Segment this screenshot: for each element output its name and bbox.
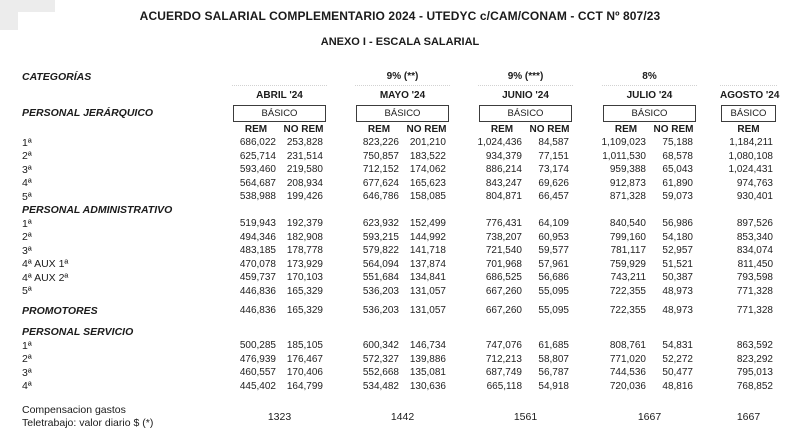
- salary-value: 52,272: [662, 353, 693, 365]
- salary-value: 799,160: [609, 231, 646, 243]
- column-header: REM: [737, 123, 760, 135]
- category-label: 2ª: [22, 353, 32, 366]
- category-label: 5ª: [22, 190, 32, 203]
- table-row: [0, 339, 800, 353]
- salary-value: 176,467: [286, 353, 323, 365]
- salary-value: 743,211: [610, 272, 646, 284]
- salary-value: 165,623: [409, 177, 446, 189]
- teletrabajo-value: 1442: [390, 411, 415, 423]
- salary-value: 1,024,436: [477, 137, 522, 149]
- salary-value: 625,714: [239, 150, 276, 162]
- salary-value: 54,180: [662, 231, 693, 243]
- table-row: [0, 271, 800, 285]
- salary-value: 459,737: [239, 272, 276, 284]
- category-label: 3ª: [22, 163, 32, 176]
- salary-value: 61,685: [538, 340, 569, 352]
- column-header: REM: [614, 123, 638, 135]
- category-label: 1ª: [22, 339, 32, 352]
- salary-value: 701,968: [485, 258, 522, 270]
- salary-value: 139,886: [409, 353, 446, 365]
- table-row: [0, 258, 800, 272]
- salary-value: 131,057: [409, 305, 446, 317]
- footer-label-line: Teletrabajo: valor diario $ (*): [22, 417, 154, 429]
- salary-value: 158,085: [409, 191, 446, 203]
- basico-box: BÁSICO: [603, 105, 696, 122]
- category-label: 4ª AUX 1ª: [22, 258, 69, 271]
- section-header-row: [0, 204, 800, 218]
- basico-box: BÁSICO: [721, 105, 776, 122]
- salary-value: 677,624: [362, 177, 399, 189]
- basico-cell: [478, 105, 573, 122]
- salary-value: 51,521: [662, 258, 693, 270]
- salary-value: 84,587: [538, 137, 569, 149]
- categories-label: CATEGORÍAS: [22, 71, 92, 83]
- salary-value: 137,874: [409, 258, 446, 270]
- month-label: JUNIO '24: [502, 89, 549, 101]
- salary-value: 552,668: [362, 367, 399, 379]
- salary-value: 738,207: [485, 231, 522, 243]
- basico-box: BÁSICO: [479, 105, 572, 122]
- table-row: [0, 366, 800, 380]
- salary-value: 131,057: [409, 285, 446, 297]
- table-row: [0, 177, 800, 191]
- salary-value: 56,686: [538, 272, 569, 284]
- salary-value: 170,406: [286, 367, 323, 379]
- salary-value: 476,939: [239, 353, 276, 365]
- salary-value: 164,799: [286, 380, 323, 392]
- salary-value: 712,152: [362, 164, 399, 176]
- increase-percent: [720, 82, 777, 86]
- salary-value: 165,329: [286, 285, 323, 297]
- salary-value: 804,871: [485, 191, 522, 203]
- table-header: [0, 68, 800, 136]
- salary-value: 623,932: [362, 218, 399, 230]
- salary-value: 134,841: [409, 272, 446, 284]
- salary-value: 536,203: [362, 305, 399, 317]
- salary-value: 853,340: [736, 231, 773, 243]
- salary-value: 54,918: [538, 380, 569, 392]
- salary-value: 64,109: [538, 218, 569, 230]
- increase-percent: 9% (**): [355, 71, 450, 86]
- salary-value: 183,522: [409, 150, 446, 162]
- category-label: 3ª: [22, 244, 32, 257]
- salary-value: 593,460: [239, 164, 276, 176]
- salary-value: 61,890: [662, 177, 693, 189]
- salary-value: 646,786: [362, 191, 399, 203]
- salary-value: 811,450: [737, 258, 773, 270]
- basico-cell: [720, 105, 777, 122]
- category-label: 4ª: [22, 177, 32, 190]
- salary-value: 152,499: [409, 218, 446, 230]
- salary-value: 768,852: [736, 380, 773, 392]
- salary-value: 781,117: [610, 245, 646, 257]
- salary-value: 667,260: [485, 305, 522, 317]
- salary-value: 57,961: [538, 258, 569, 270]
- salary-value: 146,734: [409, 340, 446, 352]
- salary-value: 60,953: [538, 231, 569, 243]
- salary-value: 135,081: [409, 367, 446, 379]
- salary-value: 912,873: [609, 177, 646, 189]
- category-label: 5ª: [22, 285, 32, 298]
- salary-value: 165,329: [286, 305, 323, 317]
- salary-value: 1,184,211: [729, 137, 773, 149]
- salary-value: 843,247: [485, 177, 522, 189]
- salary-value: 687,749: [485, 367, 522, 379]
- salary-value: 1,024,431: [728, 164, 773, 176]
- salary-value: 445,402: [239, 380, 276, 392]
- salary-value: 65,043: [662, 164, 693, 176]
- salary-value: 50,477: [662, 367, 693, 379]
- salary-value: 470,078: [239, 258, 276, 270]
- salary-value: 793,598: [736, 272, 773, 284]
- salary-value: 52,957: [662, 245, 693, 257]
- salary-value: 747,076: [485, 340, 522, 352]
- category-label: 4ª: [22, 380, 32, 393]
- salary-value: 600,342: [362, 340, 399, 352]
- salary-value: 1,080,108: [728, 150, 773, 162]
- salary-value: 178,778: [286, 245, 323, 257]
- salary-value: 192,379: [286, 218, 323, 230]
- salary-value: 68,578: [662, 150, 693, 162]
- salary-value: 834,074: [736, 245, 773, 257]
- salary-value: 50,387: [662, 272, 693, 284]
- section-title: PERSONAL JERÁRQUICO: [22, 107, 154, 119]
- column-header: NO REM: [406, 123, 447, 135]
- category-label: 1ª: [22, 136, 32, 149]
- salary-value: 579,822: [362, 245, 399, 257]
- increase-percent: 8%: [602, 71, 697, 86]
- footer-label: [0, 404, 232, 430]
- salary-value: 686,022: [239, 137, 276, 149]
- table-row: [0, 190, 800, 204]
- salary-value: 56,986: [662, 218, 693, 230]
- salary-value: 572,327: [362, 353, 399, 365]
- teletrabajo-value: 1323: [267, 411, 292, 423]
- salary-value: 55,095: [538, 305, 569, 317]
- salary-value: 144,992: [409, 231, 446, 243]
- salary-value: 48,816: [662, 380, 693, 392]
- salary-value: 665,118: [486, 380, 522, 392]
- basico-box: BÁSICO: [356, 105, 449, 122]
- category-label: 2ª: [22, 150, 32, 163]
- salary-value: 808,761: [609, 340, 646, 352]
- salary-value: 759,929: [609, 258, 646, 270]
- salary-value: 59,577: [538, 245, 569, 257]
- salary-value: 173,929: [286, 258, 323, 270]
- salary-value: 667,260: [485, 285, 522, 297]
- salary-value: 219,580: [286, 164, 323, 176]
- salary-value: 483,185: [239, 245, 276, 257]
- increase-percent: 9% (***): [478, 71, 573, 86]
- salary-value: 59,073: [662, 191, 693, 203]
- salary-value: 231,514: [286, 150, 323, 162]
- salary-value: 48,973: [662, 285, 693, 297]
- salary-value: 959,388: [609, 164, 646, 176]
- column-header: REM: [367, 123, 391, 135]
- salary-value: 538,988: [239, 191, 276, 203]
- salary-value: 141,718: [409, 245, 446, 257]
- salary-value: 460,557: [239, 367, 276, 379]
- salary-value: 182,908: [286, 231, 323, 243]
- salary-value: 58,807: [538, 353, 569, 365]
- salary-value: 974,763: [736, 177, 773, 189]
- salary-value: 863,592: [736, 340, 773, 352]
- salary-value: 1,011,530: [602, 150, 646, 162]
- column-header: NO REM: [529, 123, 570, 135]
- salary-value: 721,540: [485, 245, 522, 257]
- month-label: AGOSTO '24: [720, 89, 780, 101]
- corner-artifact: [0, 0, 18, 30]
- section-header-row: [0, 304, 800, 318]
- salary-value: 1,109,023: [601, 137, 646, 149]
- salary-value: 934,379: [485, 150, 522, 162]
- salary-value: 593,215: [362, 231, 399, 243]
- category-label: 4ª AUX 2ª: [22, 271, 69, 284]
- table-row: [0, 353, 800, 367]
- salary-value: 686,525: [485, 272, 522, 284]
- salary-value: 823,292: [736, 353, 773, 365]
- table-row: [0, 380, 800, 394]
- footer-row: [0, 400, 800, 433]
- teletrabajo-value: 1561: [513, 411, 538, 423]
- month-label: JULIO '24: [626, 89, 673, 101]
- section-title: PROMOTORES: [22, 304, 98, 317]
- salary-value: 744,536: [609, 367, 646, 379]
- teletrabajo-value: 1667: [736, 411, 761, 423]
- salary-value: 500,285: [239, 340, 276, 352]
- salary-value: 795,013: [736, 367, 773, 379]
- column-header-row: [0, 122, 800, 136]
- section-header-row: [0, 326, 800, 340]
- salary-value: 56,787: [538, 367, 569, 379]
- month-label: ABRIL '24: [256, 89, 303, 101]
- salary-value: 564,687: [239, 177, 276, 189]
- basico-cell: [232, 105, 327, 122]
- salary-value: 201,210: [409, 137, 446, 149]
- salary-value: 536,203: [362, 285, 399, 297]
- table-row: [0, 150, 800, 164]
- category-label: 3ª: [22, 366, 32, 379]
- salary-value: 720,036: [609, 380, 646, 392]
- salary-value: 712,213: [485, 353, 522, 365]
- basico-cell: [355, 105, 450, 122]
- category-label: 2ª: [22, 231, 32, 244]
- salary-value: 551,684: [362, 272, 399, 284]
- table-row: [0, 244, 800, 258]
- basico-box: BÁSICO: [233, 105, 326, 122]
- table-row: [0, 231, 800, 245]
- salary-value: 897,526: [736, 218, 773, 230]
- salary-value: 185,105: [286, 340, 323, 352]
- column-header: NO REM: [283, 123, 324, 135]
- salary-value: 886,214: [485, 164, 522, 176]
- salary-value: 75,188: [662, 137, 693, 149]
- salary-value: 564,094: [362, 258, 399, 270]
- table-row: [0, 163, 800, 177]
- page-title: ACUERDO SALARIAL COMPLEMENTARIO 2024 - UTEDYC c/CAM/CONAM - CCT Nº 807/23: [139, 9, 661, 23]
- salary-value: 771,328: [736, 285, 773, 297]
- salary-value: 871,328: [609, 191, 646, 203]
- salary-value: 77,151: [538, 150, 569, 162]
- column-header: NO REM: [653, 123, 694, 135]
- month-label: MAYO '24: [379, 89, 426, 101]
- increase-percent: [232, 82, 327, 86]
- salary-value: 534,482: [362, 380, 399, 392]
- salary-value: 446,836: [239, 305, 276, 317]
- column-header: REM: [244, 123, 268, 135]
- salary-value: 130,636: [409, 380, 446, 392]
- footer-label-line: Compensacion gastos: [22, 404, 126, 416]
- salary-value: 69,626: [538, 177, 569, 189]
- table-body: [0, 136, 800, 433]
- salary-value: 199,426: [286, 191, 323, 203]
- salary-value: 494,346: [239, 231, 276, 243]
- salary-value: 776,431: [485, 218, 522, 230]
- column-header: REM: [490, 123, 514, 135]
- salary-value: 54,831: [662, 340, 693, 352]
- page-subtitle: ANEXO I - ESCALA SALARIAL: [320, 36, 480, 48]
- salary-value: 48,973: [662, 305, 693, 317]
- table-row: [0, 136, 800, 150]
- salary-value: 174,062: [409, 164, 446, 176]
- salary-value: 170,103: [286, 272, 323, 284]
- salary-value: 771,328: [736, 305, 773, 317]
- salary-value: 208,934: [286, 177, 323, 189]
- category-label: 1ª: [22, 217, 32, 230]
- table-row: [0, 285, 800, 299]
- salary-value: 840,540: [609, 218, 646, 230]
- salary-value: 823,226: [362, 137, 399, 149]
- salary-value: 930,401: [736, 191, 773, 203]
- salary-value: 519,943: [239, 218, 276, 230]
- salary-value: 66,457: [538, 191, 569, 203]
- salary-value: 73,174: [538, 164, 569, 176]
- salary-value: 253,828: [286, 137, 323, 149]
- table-row: [0, 217, 800, 231]
- basico-row: [0, 104, 800, 122]
- section-title: PERSONAL ADMINISTRATIVO: [22, 204, 173, 217]
- basico-cell: [602, 105, 697, 122]
- salary-value: 750,857: [362, 150, 399, 162]
- salary-value: 55,095: [538, 285, 569, 297]
- month-row: [0, 86, 800, 104]
- teletrabajo-value: 1667: [637, 411, 662, 423]
- section-title: PERSONAL SERVICIO: [22, 326, 134, 339]
- salary-value: 722,355: [609, 305, 646, 317]
- salary-value: 722,355: [609, 285, 646, 297]
- percent-row: [0, 68, 800, 86]
- salary-value: 446,836: [239, 285, 276, 297]
- salary-value: 771,020: [609, 353, 646, 365]
